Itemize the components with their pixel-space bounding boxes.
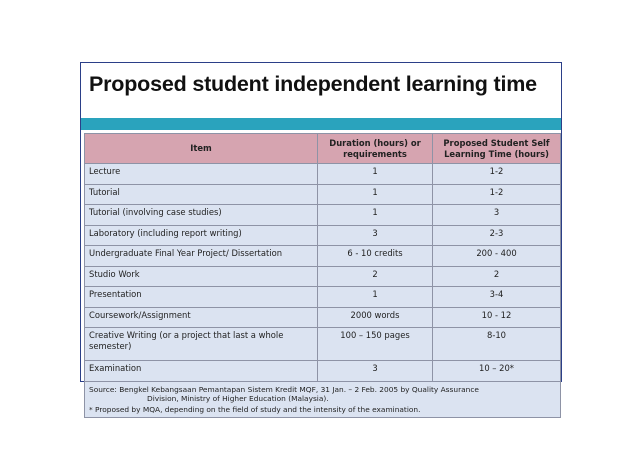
cell-duration: 2 [318, 266, 433, 287]
source-line-1: Source: Bengkel Kebangsaan Pemantapan Sistem Kredit MQF, 31 Jan. – 2 Feb. 2005 by Quality Assurance [89, 384, 479, 394]
cell-proposed: 3 [433, 205, 561, 226]
header-duration: Duration (hours) or requirements [318, 134, 433, 164]
table-row [85, 307, 561, 328]
cell-duration: 100 – 150 pages [318, 328, 433, 361]
cell-duration: 1 [318, 184, 433, 205]
cell-item: Tutorial (involving case studies) [85, 205, 318, 226]
footnote: * Proposed by MQA, depending on the field of study and the intensity of the examination. [89, 404, 421, 414]
cell-duration: 3 [318, 225, 433, 246]
cell-proposed: 10 – 20* [433, 361, 561, 382]
table-row [85, 225, 561, 246]
cell-proposed: 10 - 12 [433, 307, 561, 328]
cell-item: Tutorial [85, 184, 318, 205]
table-row [85, 184, 561, 205]
source-cell [85, 381, 561, 418]
cell-proposed: 1-2 [433, 164, 561, 185]
cell-proposed: 2-3 [433, 225, 561, 246]
cell-duration: 2000 words [318, 307, 433, 328]
table-row [85, 164, 561, 185]
cell-item: Creative Writing (or a project that last a whole semester) [85, 328, 318, 361]
cell-duration: 1 [318, 287, 433, 308]
cell-proposed: 8-10 [433, 328, 561, 361]
header-proposed: Proposed Student Self Learning Time (hours) [433, 134, 561, 164]
table-row [85, 246, 561, 267]
cell-item: Presentation [85, 287, 318, 308]
cell-item: Laboratory (including report writing) [85, 225, 318, 246]
source-row [85, 381, 561, 418]
cell-proposed: 1-2 [433, 184, 561, 205]
cell-duration: 6 - 10 credits [318, 246, 433, 267]
table-row [85, 205, 561, 226]
cell-duration: 1 [318, 164, 433, 185]
cell-item: Coursework/Assignment [85, 307, 318, 328]
slide [80, 62, 562, 414]
cell-item: Examination [85, 361, 318, 382]
accent-bar [81, 118, 561, 130]
slide-title: Proposed student independent learning time [89, 72, 537, 96]
table-row [85, 328, 561, 361]
learning-time-table [84, 133, 561, 418]
cell-item: Lecture [85, 164, 318, 185]
cell-item: Undergraduate Final Year Project/ Dissertation [85, 246, 318, 267]
table-header-row [85, 134, 561, 164]
table-row [85, 361, 561, 382]
cell-item: Studio Work [85, 266, 318, 287]
cell-duration: 1 [318, 205, 433, 226]
cell-proposed: 3-4 [433, 287, 561, 308]
learning-time-table-container [84, 133, 560, 414]
cell-proposed: 200 - 400 [433, 246, 561, 267]
cell-duration: 3 [318, 361, 433, 382]
cell-proposed: 2 [433, 266, 561, 287]
source-line-2: Division, Ministry of Higher Education (Malaysia). [147, 394, 329, 404]
header-item: Item [85, 134, 318, 164]
table-row [85, 266, 561, 287]
table-row [85, 287, 561, 308]
